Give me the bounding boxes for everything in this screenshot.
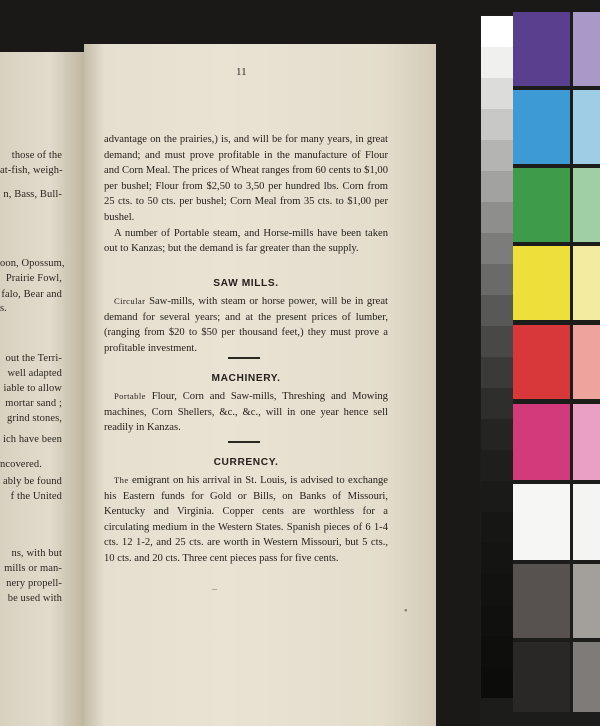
color-patch-magenta <box>513 404 600 480</box>
left-line: falo, Bear and <box>1 289 62 300</box>
saw-mills-lead: Circular <box>114 296 146 306</box>
patch-main <box>513 404 570 480</box>
page-number: 11 <box>236 66 247 78</box>
patch-tint <box>573 325 600 399</box>
patch-tint <box>573 484 600 560</box>
gray-step <box>481 295 513 326</box>
gray-step <box>481 667 513 698</box>
color-patch-blue <box>513 90 600 164</box>
gray-step <box>481 543 513 574</box>
color-patch-white <box>513 484 600 560</box>
section-divider <box>228 441 260 443</box>
saw-mills-body: Saw-mills, with steam or horse power, will be in great demand for several years; and at the present prices of lumber, (ranging from $20 to $50 per thousand feet,) they must prove a profitable investment. <box>104 296 388 354</box>
gray-step <box>481 512 513 543</box>
currency-heading: CURRENCY. <box>213 457 279 468</box>
section-divider <box>228 357 260 359</box>
gray-step <box>481 47 513 78</box>
gray-step <box>481 140 513 171</box>
patch-main <box>513 564 570 638</box>
left-line: ich have been <box>2 434 62 445</box>
left-line: iable to allow <box>3 383 62 394</box>
color-patch-red <box>513 325 600 399</box>
gray-step <box>481 450 513 481</box>
color-patch-yellow <box>513 246 600 320</box>
machinery-lead: Portable <box>114 391 146 401</box>
machinery-body: Flour, Corn and Saw-mills, Threshing and Mowing machines, Corn Shellers, &c., &c., will in one year hence sell readily in Kanzas. <box>104 391 388 434</box>
patch-main <box>513 484 570 560</box>
patch-tint <box>573 12 600 86</box>
gray-step <box>481 233 513 264</box>
gray-step <box>481 109 513 140</box>
left-line: at-fish, weigh- <box>0 165 63 176</box>
gray-step <box>481 357 513 388</box>
left-line: out the Terri- <box>5 353 62 364</box>
grayscale-strip <box>481 16 513 698</box>
currency-lead: The <box>114 475 129 485</box>
saw-mills-heading: SAW MILLS. <box>213 278 279 289</box>
color-patch-violet <box>513 12 600 86</box>
patch-main <box>513 642 570 712</box>
patch-tint <box>573 246 600 320</box>
gray-step <box>481 326 513 357</box>
gray-step <box>481 605 513 636</box>
currency-body: emigrant on his arrival in St. Louis, is advised to exchange his Eastern funds for Gold or Bills, on Banks of Missouri, Kentucky and Virginia. Copper cents are worthless for a circulating medium in the Western States. Spanish pieces of 6 1-4 cts. 12 1-2, and 25 cts. are worth in Western Missouri, but 5 cts., 10 cts. and 20 cts. Three cent pieces pass for five cents. <box>104 475 388 564</box>
patch-tint <box>573 564 600 638</box>
patch-tint <box>573 90 600 164</box>
gray-step <box>481 202 513 233</box>
top-paragraph <box>104 132 388 257</box>
left-line: ncovered. <box>0 459 43 470</box>
left-line: mills or man- <box>4 563 62 574</box>
left-line: be used with <box>7 593 62 604</box>
patch-tint <box>573 168 600 242</box>
gray-step <box>481 264 513 295</box>
left-line: those of the <box>11 150 62 161</box>
portable-mills-paragraph: A number of Portable steam, and Horse-mills have been taken out to Kanzas; but the demand is far greater than the supply. <box>104 227 388 255</box>
left-line: mortar sand ; <box>5 398 62 409</box>
left-line: nery propell- <box>6 578 62 589</box>
gray-step <box>481 78 513 109</box>
gray-step <box>481 636 513 667</box>
top-paragraph-text: advantage on the prairies,) is, and will be for many years, in great demand; and must prove profitable in the manufacture of Flour and Corn Meal. The prices of Wheat ranges from 60 cents to $1,00 per bushel; Flour from $2,50 to 3,50 per hundred lbs. Corn from 25 cts. to 50 cts. per bushel; Corn Meal from 35 cts. to $1,00 per bushel. <box>104 134 388 223</box>
left-line: oon, Opossum, <box>0 258 65 269</box>
left-line: s. <box>0 303 7 314</box>
patch-main <box>513 246 570 320</box>
patch-tint <box>573 404 600 480</box>
left-line: well adapted <box>7 368 62 379</box>
page-speck: • <box>404 606 408 617</box>
patch-main <box>513 90 570 164</box>
patch-main <box>513 168 570 242</box>
color-patch-black <box>513 642 600 712</box>
left-line: f the United <box>10 491 62 502</box>
left-line: ns, with but <box>11 548 62 559</box>
gray-step <box>481 16 513 47</box>
left-line: n, Bass, Bull- <box>3 189 62 200</box>
gray-step <box>481 171 513 202</box>
gray-step <box>481 388 513 419</box>
color-patch-dark-gray <box>513 564 600 638</box>
saw-mills-section <box>104 294 388 356</box>
color-patch-green <box>513 168 600 242</box>
left-line: grind stones, <box>7 413 62 424</box>
currency-section <box>104 473 388 567</box>
gray-step <box>481 574 513 605</box>
patch-main <box>513 325 570 399</box>
patch-tint <box>573 642 600 712</box>
left-line: ably be found <box>2 476 62 487</box>
gray-step <box>481 419 513 450</box>
patch-main <box>513 12 570 86</box>
machinery-section <box>104 389 388 436</box>
page-mark: – <box>212 584 217 595</box>
left-line: Prairie Fowl, <box>5 273 62 284</box>
machinery-heading: MACHINERY. <box>211 373 281 384</box>
gray-step <box>481 481 513 512</box>
